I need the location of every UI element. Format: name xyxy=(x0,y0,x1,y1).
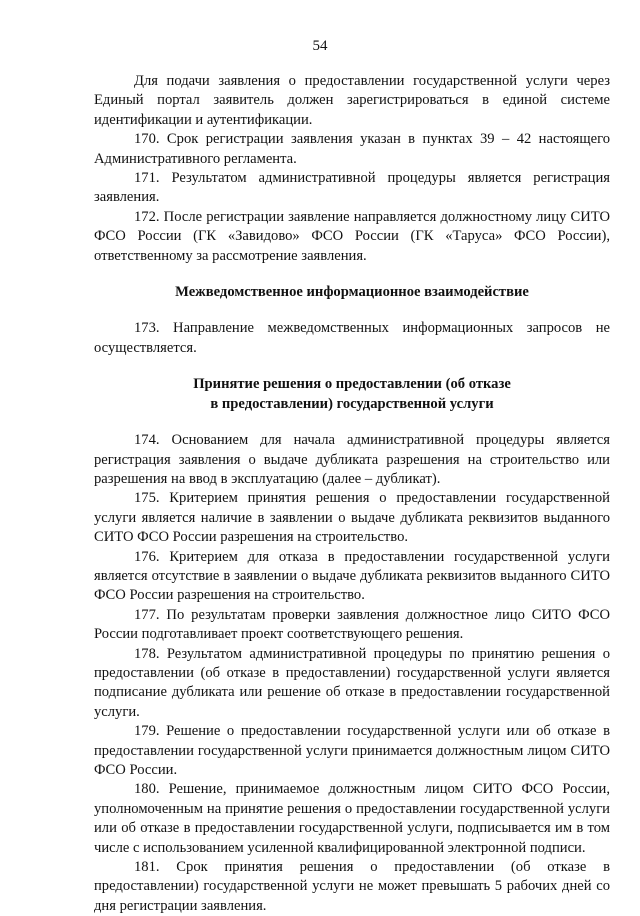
paragraph: 174. Основанием для начала административной процедуры является регистрация заявления о выдаче дубликата разрешения на строительство или разрешения на ввод в эксплуатацию (далее – дубликат). xyxy=(94,432,610,487)
paragraph: 179. Решение о предоставлении государственной услуги или об отказе в предоставлении государственной услуги принимается должностным лицом СИТО ФСО России. xyxy=(94,723,610,778)
section-heading-line: в предоставлении) государственной услуги xyxy=(210,395,494,412)
paragraph: 173. Направление межведомственных информационных запросов не осуществляется. xyxy=(94,320,610,356)
paragraph: 178. Результатом административной процедуры по принятию решения о предоставлении (об отказе в предоставлении) государственной услуги является подписание дубликата или решение об отказе в предоставлении государственной услуги. xyxy=(94,645,610,720)
paragraph: 175. Критерием принятия решения о предоставлении государственной услуги является наличие в заявлении о выдаче дубликата реквизитов выданного СИТО ФСО России разрешения на строительство. xyxy=(94,490,610,546)
document-body xyxy=(94,72,610,916)
section-heading: Межведомственное информационное взаимодействие xyxy=(175,284,529,301)
section-heading-line: Принятие решения о предоставлении (об отказе xyxy=(193,376,511,393)
paragraph: 181. Срок принятия решения о предоставлении (об отказе в предоставлении) государственной услуги не может превышать 5 рабочих дней со дня регистрации заявления. xyxy=(94,859,610,914)
paragraph: 171. Результатом административной процедуры является регистрация заявления. xyxy=(94,170,610,206)
paragraph: 172. После регистрации заявление направляется должностному лицу СИТО ФСО России (ГК «Завидово» ФСО России (ГК «Таруса» ФСО России), ответственному за рассмотрение заявления. xyxy=(94,208,610,264)
page-number: 54 xyxy=(312,38,328,54)
section-heading-block xyxy=(94,375,610,414)
paragraph: 180. Решение, принимаемое должностным лицом СИТО ФСО России, уполномоченным на принятие решения о предоставлении государственной услуги или об отказе в предоставлении государственной услуги, подписывается им в том числе с использованием усиленной квалифицированной электронной подписи. xyxy=(94,781,610,856)
paragraph: 177. По результатам проверки заявления должностное лицо СИТО ФСО России подготавливает проект соответствующего решения. xyxy=(94,606,610,643)
paragraph: 170. Срок регистрации заявления указан в пунктах 39 – 42 настоящего Административного регламента. xyxy=(94,131,610,167)
paragraph: 176. Критерием для отказа в предоставлении государственной услуги является отсутствие в заявлении о выдаче дубликата реквизитов выданного СИТО ФСО России разрешения на строительство. xyxy=(94,548,610,604)
paragraph: Для подачи заявления о предоставлении государственной услуги через Единый портал заявитель должен зарегистрироваться в единой системе идентификации и аутентификации. xyxy=(94,73,610,128)
